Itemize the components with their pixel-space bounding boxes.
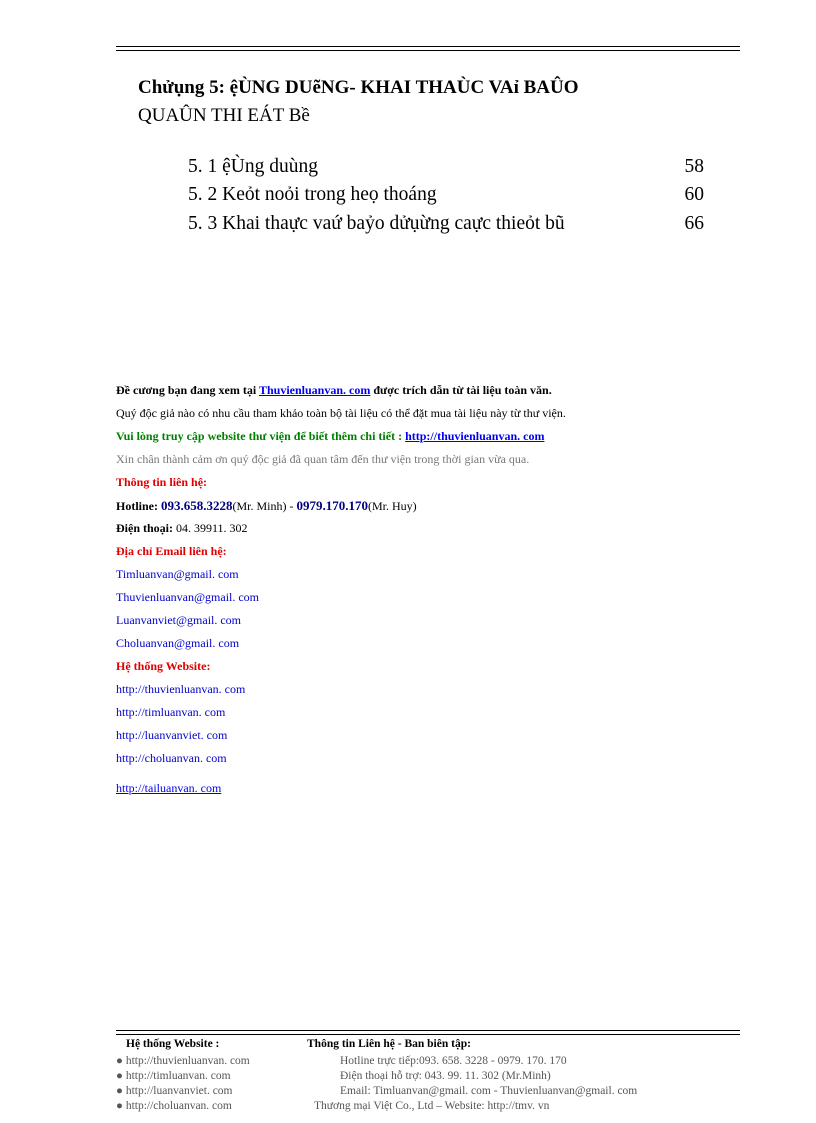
phone-value: 04. 39911. 302	[173, 521, 248, 535]
notice-line-2: Quý độc giả nào có nhu cầu tham khảo toàn bộ tài liệu có thể đặt mua tài liệu này từ thư viện.	[116, 406, 566, 420]
footer-contact-item: Điện thoại hỗ trợ: 043. 99. 11. 302 (Mr.Minh)	[340, 1070, 551, 1082]
phone-row	[116, 521, 248, 536]
toc-item-page: 60	[684, 184, 704, 205]
footer-website-item[interactable]: ● http://timluanvan. com	[116, 1070, 231, 1082]
notice-line-4: Xin chân thành cảm ơn quý độc giả đã quan tâm đến thư viện trong thời gian vừa qua.	[116, 452, 530, 466]
website-item[interactable]: http://luanvanviet. com	[116, 728, 228, 742]
footer-contact-item: Thương mại Việt Co., Ltd – Website: http://tmv. vn	[314, 1100, 550, 1112]
library-website-link[interactable]: http://thuvienluanvan. com	[405, 429, 545, 443]
email-item[interactable]: Timluanvan@gmail. com	[116, 567, 239, 581]
email-heading: Địa chỉ Email liên hệ:	[116, 544, 227, 558]
hotline-label: Hotline:	[116, 499, 158, 513]
notice-line-1-prefix: Đề cương bạn đang xem tại	[116, 383, 259, 397]
footer-contact-item: Email: Timluanvan@gmail. com - Thuvienluanvan@gmail. com	[340, 1085, 638, 1097]
footer-left-heading: Hệ thống Website :	[126, 1038, 220, 1050]
hotline-number-2: 0979.170.170	[296, 498, 368, 513]
footer-website-item[interactable]: ● http://luanvanviet. com	[116, 1085, 233, 1097]
tailuanvan-link[interactable]: http://tailuanvan. com	[116, 781, 222, 795]
notice-line-1-suffix: được trích dẫn từ tài liệu toàn văn.	[370, 383, 552, 397]
email-item[interactable]: Luanvanviet@gmail. com	[116, 613, 242, 627]
website-item[interactable]: http://timluanvan. com	[116, 705, 226, 719]
chapter-title-line2: QUAÛN THI EÁT Bề	[138, 105, 310, 126]
notice-line-3	[116, 429, 544, 444]
footer-contact-item: Hotline trực tiếp:093. 658. 3228 - 0979. 170. 170	[340, 1055, 567, 1067]
website-item[interactable]: http://choluanvan. com	[116, 751, 227, 765]
toc-item-page: 66	[684, 213, 704, 234]
header-rule-bottom	[116, 50, 740, 51]
notice-line-1	[116, 383, 552, 398]
hotline-name-2: (Mr. Huy)	[368, 499, 417, 513]
toc-item-label: 5. 1 ệÙng duùng	[188, 156, 318, 177]
footer-rule-top	[116, 1030, 740, 1031]
footer-rule-bottom	[116, 1034, 740, 1035]
hotline-number-1: 093.658.3228	[161, 498, 233, 513]
contact-heading: Thông tin liên hệ:	[116, 475, 208, 489]
website-item[interactable]: http://thuvienluanvan. com	[116, 682, 246, 696]
toc-item-page: 58	[684, 156, 704, 177]
footer-website-item[interactable]: ● http://choluanvan. com	[116, 1100, 232, 1112]
toc-item-label: 5. 3 Khai thaực vaứ baỷo dửụừng caực thieỏt bũ	[188, 213, 565, 234]
notice-line-3-prefix: Vui lòng truy cập website thư viện để biết thêm chi tiết :	[116, 429, 406, 443]
hotline-row	[116, 498, 417, 514]
email-item[interactable]: Choluanvan@gmail. com	[116, 636, 240, 650]
footer-website-item[interactable]: ● http://thuvienluanvan. com	[116, 1055, 250, 1067]
thuvienluanvan-link[interactable]: Thuvienluanvan. com	[258, 383, 371, 397]
hotline-name-1: (Mr. Minh) -	[232, 499, 297, 513]
phone-label: Điện thoại:	[116, 521, 173, 535]
chapter-title-line1: Chửụng 5: ệÙNG DUẽNG- KHAI THAÙC VAỉ BAÛO	[138, 77, 579, 98]
toc-item-label: 5. 2 Keỏt noỏi trong heọ thoáng	[188, 184, 437, 205]
website-heading: Hệ thống Website:	[116, 659, 211, 673]
header-rule-top	[116, 46, 740, 47]
footer-right-heading: Thông tin Liên hệ - Ban biên tập:	[307, 1038, 471, 1050]
email-item[interactable]: Thuvienluanvan@gmail. com	[116, 590, 260, 604]
